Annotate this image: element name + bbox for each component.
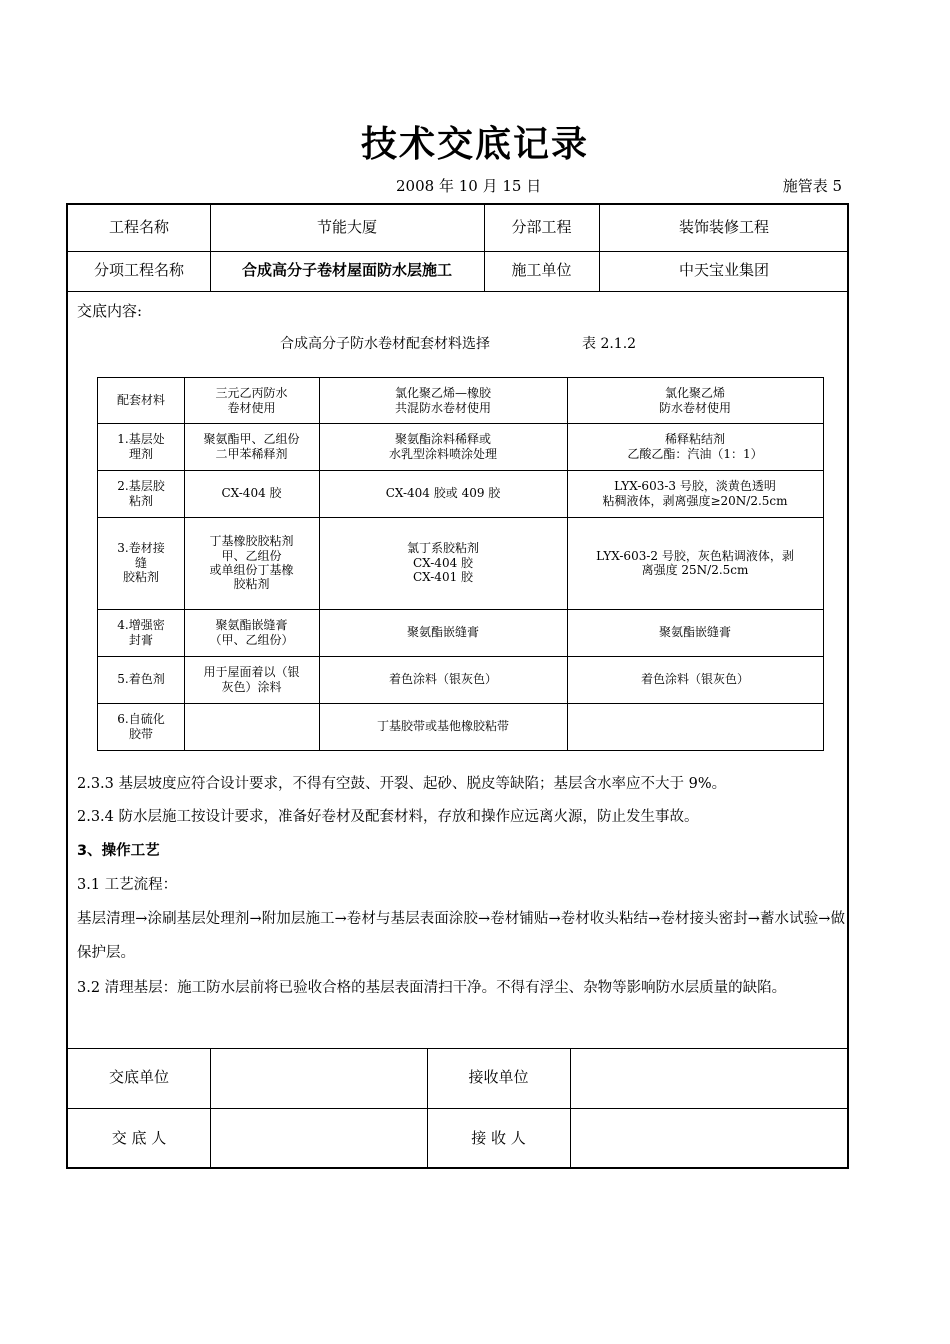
receiver-label: 接 收 人 [471,1128,526,1147]
sub-item-label: 分项工程名称 [93,261,184,280]
table-cell: 丁基橡胶胶粘剂 甲、乙组份 或单组份丁基橡 胶粘剂 [209,534,294,592]
table-caption: 合成高分子防水卷材配套材料选择 [280,336,490,352]
table-cell: 2.基层胶 粘剂 [117,479,165,508]
issuer-unit-label: 交底单位 [108,1068,169,1087]
project-name-label: 工程名称 [108,218,169,237]
receiver-unit-field[interactable] [570,1048,849,1108]
table-cell: 聚氨酯嵌缝膏 （甲、乙组份） [209,618,294,647]
table-header-cell: 氯化聚乙烯—橡胶 共混防水卷材使用 [394,386,491,415]
contractor-label: 施工单位 [511,261,572,280]
page-title: 技术交底记录 [360,124,589,165]
table-cell: 3.卷材接 缝 胶粘剂 [117,541,165,585]
table-cell: 着色涂料（银灰色） [388,672,497,687]
contractor-value: 中天宝业集团 [678,261,769,280]
section-heading: 3、操作工艺 [77,843,160,859]
table-cell: 聚氨酯嵌缝膏 [658,625,731,640]
receiver-unit-label: 接收单位 [468,1068,529,1087]
table-cell: 聚氨酯涂料稀释或 水乳型涂料喷涂处理 [388,432,497,461]
divider [68,291,847,292]
table-cell [184,703,319,750]
table-cell: LYX-603-2 号胶，灰色粘调液体，剥 离强度 25N/2.5cm [596,548,794,577]
table-cell [567,703,823,750]
table-cell: 6.自硫化 胶带 [117,712,165,741]
division-value: 装饰装修工程 [678,218,769,237]
materials-table [97,377,824,751]
table-cell: 1.基层处 理剂 [117,432,165,461]
table-cell: 丁基胶带或基他橡胶粘带 [376,719,509,734]
division-label: 分部工程 [511,218,572,237]
record-form [66,203,849,1169]
table-cell: CX-404 胶 [221,486,282,501]
paragraph: 3.2 清理基层：施工防水层前将已验收合格的基层表面清扫干净。不得有浮尘、杂物等影响防水层质量的缺陷。 [77,980,787,996]
table-cell: LYX-603-3 号胶，淡黄色透明 粘稠液体，剥离强度≥20N/2.5cm [602,479,788,508]
table-cell: 稀释粘结剂 乙酸乙酯：汽油（1：1） [627,432,763,461]
table-cell: 聚氨酯甲、乙组份 二甲苯稀释剂 [203,432,300,461]
issuer-label: 交 底 人 [111,1128,167,1147]
table-cell: CX-404 胶或 409 胶 [385,486,501,501]
table-cell: 5.着色剂 [117,672,165,687]
table-cell: 用于屋面着以（银 灰色）涂料 [203,665,300,694]
table-cell: 氯丁系胶粘剂 CX-404 胶 CX-401 胶 [406,541,479,585]
table-header-cell: 氯化聚乙烯 防水卷材使用 [658,386,731,415]
record-date: 2008 年 10 月 15 日 [396,177,542,195]
table-cell: 着色涂料（银灰色） [640,672,749,687]
table-number: 表 2.1.2 [582,336,637,352]
issuer-unit-field[interactable] [210,1048,427,1108]
paragraph: 基层清理→涂刷基层处理剂→附加层施工→卷材与基层表面涂胶→卷材铺贴→卷材收头粘结→卷材接头密封→蓄水试验→做保护层。 [77,911,845,961]
sub-item-value: 合成高分子卷材屋面防水层施工 [241,261,452,280]
paragraph: 3.1 工艺流程： [77,877,178,893]
form-number: 施管表 5 [782,177,842,195]
table-header-cell: 配套材料 [116,393,165,408]
paragraph: 2.3.4 防水层施工按设计要求，准备好卷材及配套材料，存放和操作应远离火源，防止发生事故。 [77,809,699,825]
table-cell: 聚氨酯嵌缝膏 [406,625,479,640]
receiver-signature-field[interactable] [570,1108,849,1169]
table-cell: 4.增强密 封膏 [117,618,165,647]
table-header-cell: 三元乙丙防水 卷材使用 [215,386,288,415]
paragraph: 2.3.3 基层坡度应符合设计要求，不得有空鼓、开裂、起砂、脱皮等缺陷；基层含水率应不大于 9%。 [77,776,727,792]
content-label: 交底内容: [77,302,143,320]
issuer-signature-field[interactable] [210,1108,427,1169]
project-name-value: 节能大厦 [316,218,377,237]
